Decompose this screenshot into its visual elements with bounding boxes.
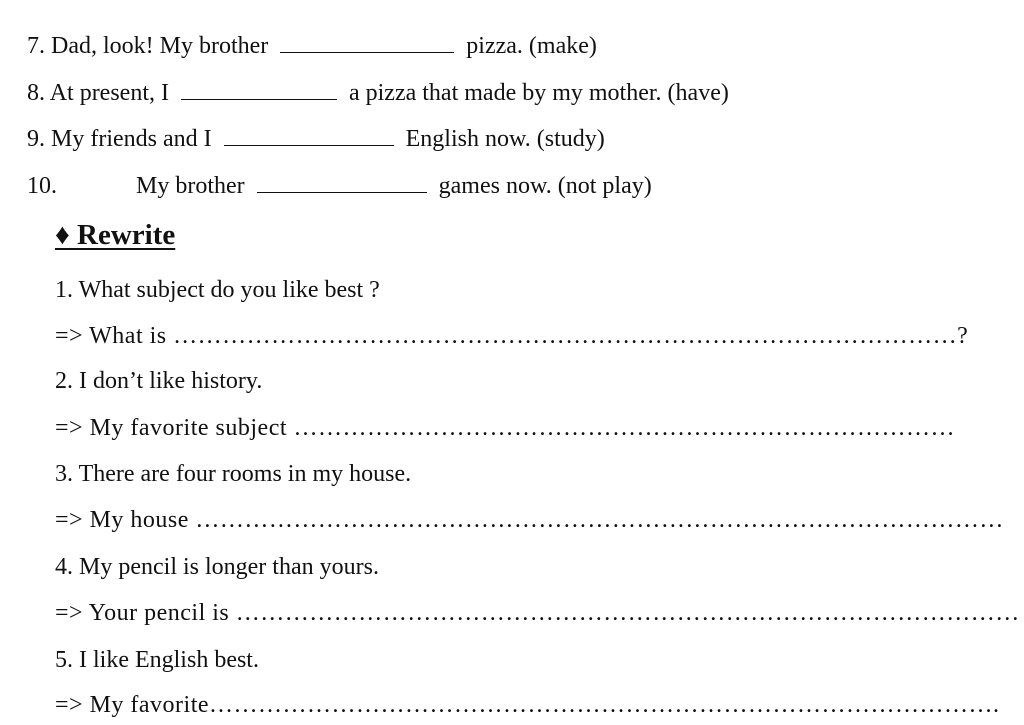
- rewrite-answer-5[interactable]: => My favorite…………………………………………………………………………………….: [55, 692, 1000, 718]
- item-number: 8.: [27, 80, 45, 106]
- rewrite-sentence-1: 1. What subject do you like best ?: [55, 277, 380, 303]
- item-text-before: My friends and I: [51, 126, 212, 152]
- fill-item-7: [27, 31, 597, 61]
- item-text-after: English now. (study): [405, 126, 605, 152]
- rewrite-sentence-5: 5. I like English best.: [55, 647, 259, 673]
- rewrite-sentence-2: 2. I don’t like history.: [55, 368, 263, 394]
- answer-blank[interactable]: [257, 191, 427, 193]
- rewrite-answer-4[interactable]: => Your pencil is ……………………………………………………………………………………: [55, 600, 1020, 626]
- rewrite-answer-1[interactable]: => What is ……………………………………………………………………………………?: [55, 323, 969, 349]
- item-number: 9.: [27, 126, 45, 152]
- answer-blank[interactable]: [280, 51, 454, 53]
- rewrite-sentence-3: 3. There are four rooms in my house.: [55, 461, 412, 487]
- rewrite-sentence-4: 4. My pencil is longer than yours.: [55, 554, 379, 580]
- fill-item-8: [27, 78, 729, 108]
- item-text-after: games now. (not play): [438, 173, 652, 199]
- answer-blank[interactable]: [181, 98, 337, 100]
- item-text-after: a pizza that made by my mother. (have): [348, 80, 729, 106]
- rewrite-answer-2[interactable]: => My favorite subject ………………………………………………………………………: [55, 415, 956, 441]
- fill-item-10: [27, 171, 652, 201]
- item-number: 10.: [27, 173, 57, 199]
- fill-item-9: [27, 124, 605, 154]
- item-text-after: pizza. (make): [466, 33, 597, 59]
- item-text-before: My brother: [136, 173, 245, 199]
- item-text-before: At present, I: [49, 80, 169, 106]
- item-text-before: Dad, look! My brother: [51, 33, 269, 59]
- item-number: 7.: [27, 33, 45, 59]
- rewrite-answer-3[interactable]: => My house ………………………………………………………………………………………: [55, 507, 1004, 533]
- rewrite-heading: ♦ Rewrite: [55, 219, 176, 251]
- answer-blank[interactable]: [224, 144, 394, 146]
